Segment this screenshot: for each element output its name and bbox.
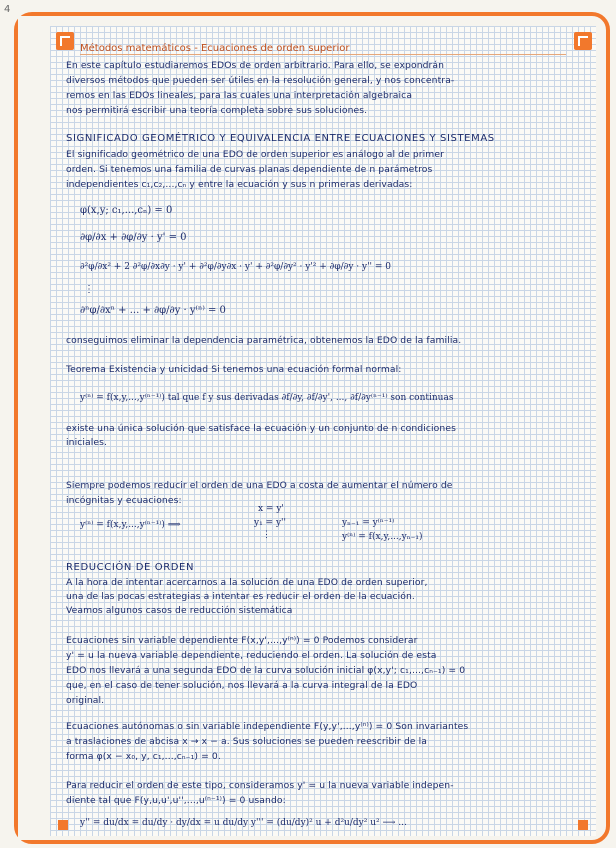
paragraph-line: incógnitas y ecuaciones:	[66, 495, 182, 506]
theorem-equation: y⁽ⁿ⁾ = f(x,y,...,y⁽ⁿ⁻¹⁾) tal que f y sus derivadas ∂f/∂y, ∂f/∂y', ..., ∂f/∂y⁽ⁿ⁻¹⁾ son continuas	[80, 393, 454, 403]
case-line: forma φ(x − x₀, y, c₁,...,cₙ₋₁) = 0.	[66, 751, 221, 762]
left-margin	[18, 16, 50, 840]
case-line: que, en el caso de tener solución, nos llevará a la curva integral de la EDO	[66, 680, 418, 691]
theorem-line: existe una única solución que satisface la ecuación y un conjunto de n condiciones	[66, 423, 456, 434]
equation: ∂²φ/∂x² + 2 ∂²φ/∂x∂y · y' + ∂²φ/∂y∂x · y' + ∂²φ/∂y² · y'² + ∂φ/∂y · y'' = 0	[80, 262, 392, 272]
case-line: Para reducir el orden de este tipo, consideramos y' = u la nueva variable indepen-	[66, 780, 454, 791]
paragraph-line: Siempre podemos reducir el orden de una EDO a costa de aumentar el número de	[66, 480, 453, 491]
corner-mark-icon	[574, 32, 592, 50]
case-line: Ecuaciones sin variable dependiente F(x,y',...,y⁽ⁿ⁾) = 0 Podemos considerar	[66, 635, 418, 646]
paragraph-line: conseguimos eliminar la dependencia paramétrica, obtenemos la EDO de la familia.	[66, 335, 462, 346]
equation: x = y'	[258, 504, 284, 514]
equation-dots: ⋮	[84, 284, 94, 295]
equation: y⁽ⁿ⁾ = f(x,y,...,yₙ₋₁)	[342, 532, 423, 542]
equation: ∂ⁿφ/∂xⁿ + ... + ∂φ/∂y · y⁽ⁿ⁾ = 0	[80, 305, 226, 316]
equation: y⁽ⁿ⁾ = f(x,y,...,y⁽ⁿ⁻¹⁾) ⟹	[80, 520, 181, 530]
page-number: 4	[4, 4, 11, 15]
corner-mark-icon	[56, 32, 74, 50]
intro-line: En este capítulo estudiaremos EDOs de orden arbitrario. Para ello, se expondrán	[66, 60, 445, 71]
paragraph-line: orden. Si tenemos una familia de curvas planas dependiente de n parámetros	[66, 164, 433, 175]
paragraph-line: Veamos algunos casos de reducción sistemática	[66, 605, 293, 616]
header-title: Métodos matemáticos - Ecuaciones de orden superior	[80, 43, 350, 54]
case-line: y' = u la nueva variable dependiente, reduciendo el orden. La solución de esta	[66, 650, 437, 661]
equation: y₁ = y''	[254, 518, 286, 528]
intro-line: nos permitirá escribir una teoría completa sobre sus soluciones.	[66, 105, 368, 116]
intro-line: diversos métodos que pueden ser útiles en la resolución general, y nos concentra-	[66, 75, 455, 86]
section-heading: REDUCCIÓN DE ORDEN	[66, 562, 195, 573]
equation-dots: ⋮	[262, 530, 271, 540]
bottom-mark-icon	[58, 820, 68, 830]
equation: yₙ₋₁ = y⁽ⁿ⁻¹⁾	[342, 518, 395, 528]
case-line: Ecuaciones autónomas o sin variable independiente F(y,y',...,y⁽ⁿ⁾) = 0 Son invariantes	[66, 721, 469, 732]
paragraph-line: A la hora de intentar acercarnos a la solución de una EDO de orden superior,	[66, 577, 428, 588]
paragraph-line: independientes c₁,c₂,...,cₙ y entre la ecuación y sus n primeras derivadas:	[66, 179, 413, 190]
case-line: diente tal que F(y,u,u',u'',...,u⁽ⁿ⁻¹⁾) = 0 usando:	[66, 795, 286, 806]
theorem-line: Teorema Existencia y unicidad Si tenemos una ecuación formal normal:	[66, 364, 402, 375]
intro-line: remos en las EDOs lineales, para las cuales una interpretación algebraica	[66, 90, 413, 101]
bottom-mark-icon	[578, 820, 588, 830]
paragraph-line: una de las pocas estrategias a intentar es reducir el orden de la ecuación.	[66, 591, 415, 602]
case-line: EDO nos llevará a una segunda EDO de la curva solución inicial φ(x,y'; c₁,...,cₙ₋₁) = 0	[66, 665, 466, 676]
page-header	[80, 36, 566, 55]
case-line: a traslaciones de abcisa x → x − a. Sus soluciones se pueden reescribir de la	[66, 736, 428, 747]
section-heading: SIGNIFICADO GEOMÉTRICO Y EQUIVALENCIA ENTRE ECUACIONES Y SISTEMAS	[66, 133, 495, 144]
paragraph-line: El significado geométrico de una EDO de orden superior es análogo al de primer	[66, 149, 444, 160]
equation: ∂φ/∂x + ∂φ/∂y · y' = 0	[80, 232, 187, 243]
case-line: original.	[66, 695, 105, 706]
theorem-line: iniciales.	[66, 437, 108, 448]
final-equation: y'' = du/dx = du/dy · dy/dx = u du/dy y''' = (du/dy)² u + d²u/dy² u² ⟶ ...	[80, 818, 407, 828]
equation: φ(x,y; c₁,...,cₙ) = 0	[80, 205, 173, 216]
